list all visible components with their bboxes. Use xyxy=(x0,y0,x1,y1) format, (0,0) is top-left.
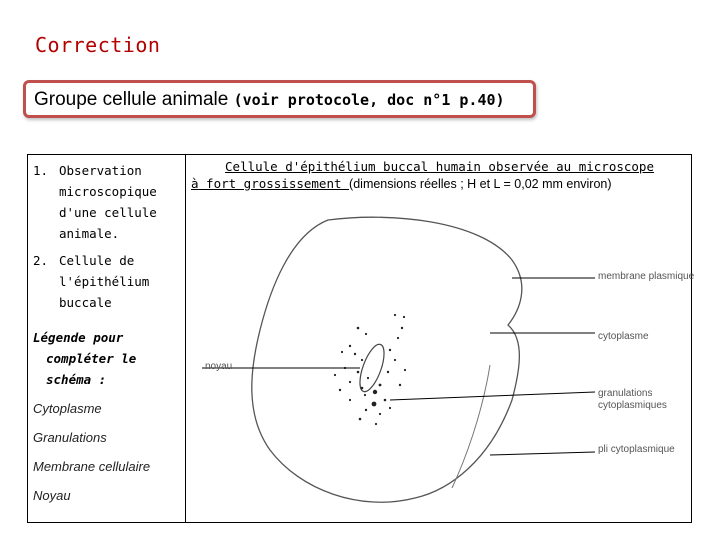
cell-membrane-outline xyxy=(252,217,522,502)
label-membrane: membrane plasmique xyxy=(598,271,695,282)
membrane-fold xyxy=(452,365,490,488)
objective-item-1 xyxy=(33,160,183,244)
column-divider xyxy=(185,154,186,523)
group-title xyxy=(34,89,505,111)
correction-heading: Correction xyxy=(35,33,161,57)
figure-caption xyxy=(191,158,688,193)
label-granulations: granulations cytoplasmiques xyxy=(598,388,667,411)
label-cytoplasmic-fold: pli cytoplasmique xyxy=(598,444,675,455)
left-panel xyxy=(33,160,183,510)
legend-list xyxy=(33,394,183,510)
group-title-reference: (voir protocole, doc n°1 p.40) xyxy=(233,91,505,109)
objective-text: Cellule de l'épithélium buccale xyxy=(59,253,150,310)
objective-number: 2. xyxy=(33,253,49,268)
legend-item: Granulations xyxy=(33,430,107,445)
nucleus xyxy=(355,341,389,394)
legend-title: Légende pour compléter le schéma : xyxy=(33,330,137,387)
label-nucleus: noyau xyxy=(205,361,233,372)
group-title-box xyxy=(23,80,536,118)
granulations xyxy=(334,314,406,425)
objective-number: 1. xyxy=(33,163,49,178)
label-pointer-lines xyxy=(202,278,595,455)
caption-title: Cellule d'épithélium buccal humain observée au microscope xyxy=(225,159,654,174)
label-cytoplasm: cytoplasme xyxy=(598,331,649,342)
legend-item: Noyau xyxy=(33,488,71,503)
objective-item-2 xyxy=(33,250,183,313)
group-title-main: Groupe cellule animale xyxy=(34,89,234,110)
caption-magnification: à fort grossissement xyxy=(191,176,350,191)
legend-item: Cytoplasme xyxy=(33,401,102,416)
cell-diagram xyxy=(190,200,690,520)
legend-item: Membrane cellulaire xyxy=(33,459,151,474)
objective-text: Observation microscopique d'une cellule animale. xyxy=(59,163,157,241)
caption-subtitle xyxy=(191,175,688,193)
caption-dimensions: (dimensions réelles ; H et L = 0,02 mm environ) xyxy=(349,177,612,191)
